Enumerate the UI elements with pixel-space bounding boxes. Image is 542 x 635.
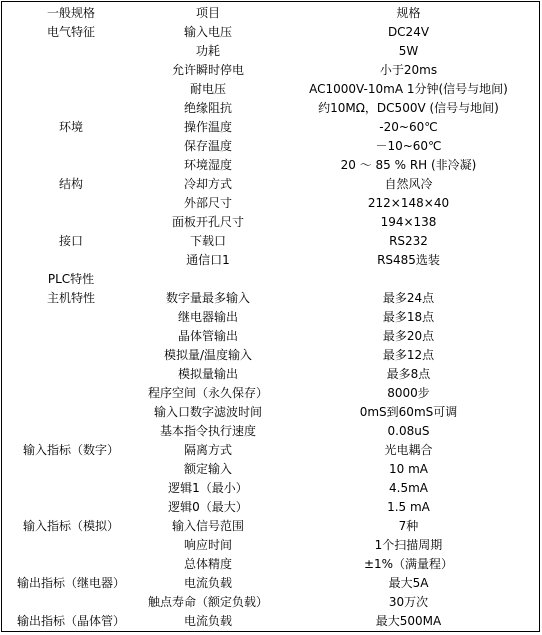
row-category: [2, 479, 140, 498]
row-item: 数字量最多输入: [165, 291, 250, 305]
row-item: 下载口: [189, 234, 226, 248]
row-spec: RS232: [389, 234, 428, 248]
row-spec: 最大5A: [388, 576, 429, 590]
table-row: [2, 479, 541, 498]
table-row: [2, 384, 541, 403]
row-category: [2, 536, 140, 555]
row-category: [2, 137, 140, 156]
row-spec: 30万次: [388, 595, 429, 609]
row-item: 隔离方式: [183, 443, 232, 457]
table-row: [2, 593, 541, 612]
table-row: [2, 270, 541, 289]
table-row: [2, 460, 541, 479]
row-item: 电流负载: [183, 614, 232, 628]
row-category: 输出指标（继电器）: [16, 576, 125, 590]
row-spec: 0.08uS: [387, 424, 430, 438]
row-spec: RS485选装: [377, 253, 440, 267]
row-category: [2, 194, 140, 213]
table-row: [2, 80, 541, 99]
table-row: [2, 118, 541, 137]
row-category: 环境: [58, 120, 83, 134]
row-category: [2, 251, 140, 270]
table-row: [2, 23, 541, 42]
row-spec: 194×138: [380, 215, 437, 229]
row-item: 响应时间: [183, 538, 232, 552]
header-item: 项目: [195, 6, 220, 20]
row-item: 通信口1: [186, 253, 230, 267]
row-item: 操作温度: [183, 120, 232, 134]
row-item: 模拟量/温度输入: [163, 348, 253, 362]
row-item: 输入电压: [183, 25, 232, 39]
row-spec: 1个扫描周期: [374, 538, 443, 552]
row-spec: 5W: [398, 44, 419, 58]
row-item: 输入信号范围: [171, 519, 244, 533]
row-item: 逻辑1（最小）: [168, 481, 248, 495]
row-item: 面板开孔尺寸: [171, 215, 244, 229]
row-spec: 约10MΩ，DC500V (信号与地间): [318, 101, 499, 115]
row-category: [2, 42, 140, 61]
table-row: [2, 42, 541, 61]
table-row: [2, 99, 541, 118]
row-spec: 自然风冷: [384, 177, 433, 191]
table-row: [2, 213, 541, 232]
row-spec: 最大500MA: [375, 614, 442, 628]
row-spec: AC1000V-10mA 1分钟(信号与地间): [309, 82, 508, 96]
table-row: [2, 61, 541, 80]
row-item: 逻辑0（最大）: [168, 500, 248, 514]
row-item: 触点寿命（额定负载）: [147, 595, 268, 609]
row-category: [2, 365, 140, 384]
row-spec: 最多20点: [382, 329, 435, 343]
row-category: [2, 327, 140, 346]
table-row: [2, 498, 541, 517]
row-item: 功耗: [195, 44, 220, 58]
row-category: 电气特征: [46, 25, 95, 39]
row-category: [2, 308, 140, 327]
row-category: [2, 403, 140, 422]
row-item: 冷却方式: [183, 177, 232, 191]
table-row: [2, 156, 541, 175]
row-spec: 8000步: [387, 386, 430, 400]
table-row: [2, 365, 541, 384]
header-category: 一般规格: [46, 6, 95, 20]
table-row: [2, 441, 541, 460]
row-spec: 小于20ms: [379, 63, 438, 77]
row-item: 输入口数字滤波时间: [153, 405, 262, 419]
row-spec: DC24V: [387, 25, 430, 39]
row-spec: -20~60℃: [379, 120, 438, 134]
row-spec: 20 ～ 85 % RH (非冷凝): [340, 158, 477, 172]
row-spec: 最多12点: [382, 348, 435, 362]
table-row: [2, 574, 541, 593]
row-item: 保存温度: [183, 139, 232, 153]
row-item: [140, 270, 276, 289]
row-category: PLC特性: [47, 272, 95, 286]
table-row: [2, 194, 541, 213]
row-spec: 212×148×40: [367, 196, 450, 210]
row-item: 额定输入: [183, 462, 232, 476]
row-item: 外部尺寸: [183, 196, 232, 210]
table-row: [2, 555, 541, 574]
row-category: [2, 213, 140, 232]
table-row: [2, 403, 541, 422]
spec-table: [1, 1, 540, 632]
row-category: 接口: [58, 234, 83, 248]
row-spec: 最多18点: [382, 310, 435, 324]
row-category: 结构: [58, 177, 83, 191]
table-row: [2, 289, 541, 308]
row-category: [2, 61, 140, 80]
row-category: [2, 384, 140, 403]
row-category: [2, 156, 140, 175]
row-category: [2, 80, 140, 99]
row-category: [2, 99, 140, 118]
row-item: 基本指令执行速度: [159, 424, 256, 438]
row-spec: 0mS到60mS可调: [359, 405, 458, 419]
row-item: 绝缘阻抗: [183, 101, 232, 115]
row-spec: 1.5 mA: [387, 500, 430, 514]
row-category: [2, 422, 140, 441]
table-row: [2, 175, 541, 194]
row-item: 总体精度: [183, 557, 232, 571]
table-row: [2, 536, 541, 555]
table-header-row: [2, 4, 541, 23]
row-spec: [276, 270, 541, 289]
row-category: [2, 593, 140, 612]
row-spec: 4.5mA: [389, 481, 428, 495]
header-spec: 规格: [396, 6, 421, 20]
row-item: 耐电压: [189, 82, 226, 96]
row-item: 电流负载: [183, 576, 232, 590]
table-row: [2, 308, 541, 327]
table-row: [2, 612, 541, 631]
row-item: 晶体管输出: [177, 329, 238, 343]
row-spec: 10 mA: [389, 462, 428, 476]
table-row: [2, 422, 541, 441]
row-category: [2, 460, 140, 479]
row-category: [2, 555, 140, 574]
row-spec: 7种: [398, 519, 419, 533]
row-spec: 最多8点: [386, 367, 431, 381]
row-category: [2, 346, 140, 365]
row-category: 输入指标（模拟）: [22, 519, 119, 533]
row-item: 模拟量输出: [177, 367, 238, 381]
table-row: [2, 137, 541, 156]
row-spec: －10~60℃: [375, 139, 442, 153]
row-item: 环境湿度: [183, 158, 232, 172]
row-category: 输出指标（晶体管）: [16, 614, 125, 628]
table-row: [2, 517, 541, 536]
row-category: [2, 498, 140, 517]
table-row: [2, 327, 541, 346]
row-category: 主机特性: [46, 291, 95, 305]
row-item: 允许瞬时停电: [171, 63, 244, 77]
table-row: [2, 346, 541, 365]
row-item: 继电器输出: [177, 310, 238, 324]
table-row: [2, 232, 541, 251]
row-spec: 最多24点: [382, 291, 435, 305]
row-item: 程序空间（永久保存）: [147, 386, 268, 400]
row-category: 输入指标（数字）: [22, 443, 119, 457]
row-spec: ±1%（满量程）: [363, 557, 454, 571]
row-spec: 光电耦合: [384, 443, 433, 457]
table-row: [2, 251, 541, 270]
